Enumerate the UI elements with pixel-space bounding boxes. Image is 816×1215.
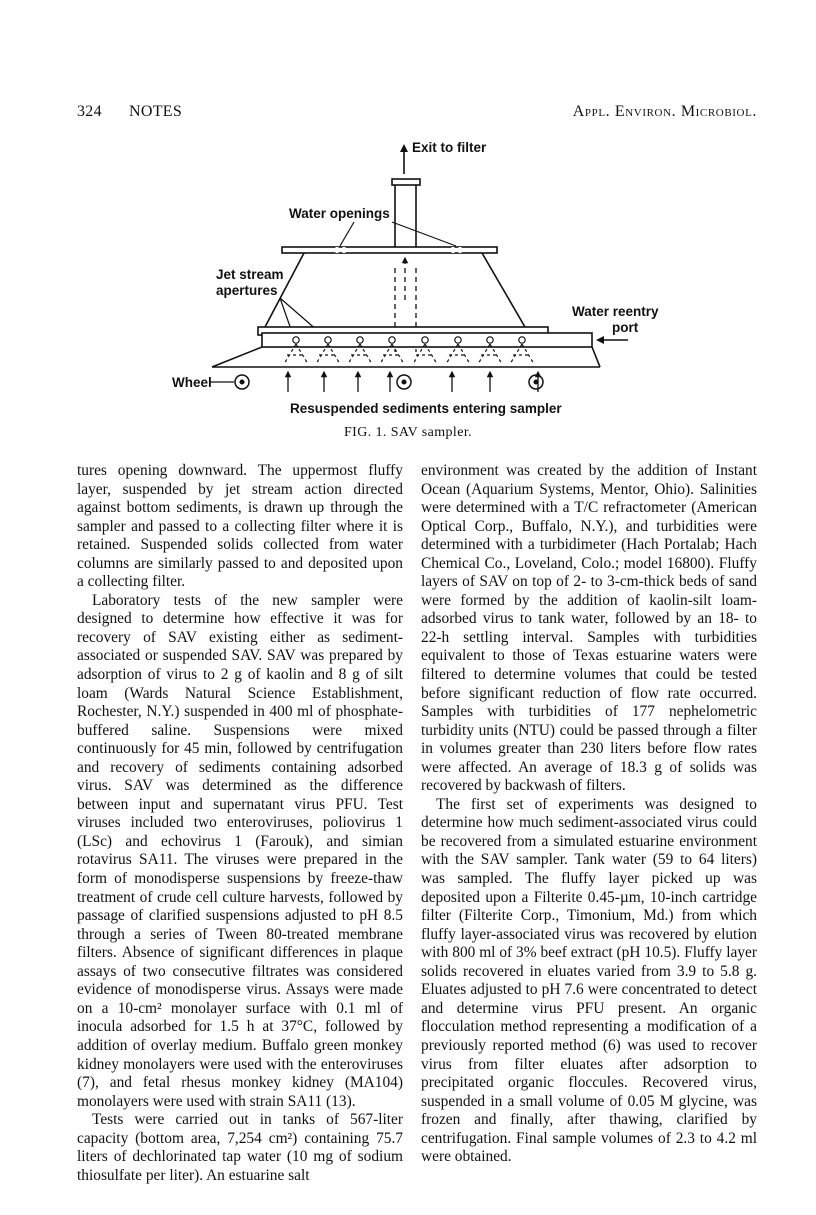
label-reentry-2: port bbox=[612, 320, 639, 335]
paragraph: Tests were carried out in tanks of 567-liter capacity (bottom area, 7,254 cm²) containing 75.7 liters of dechlorinated tap water (10 mg of sodium thiosulfate per liter). An estuarine salt bbox=[77, 1111, 403, 1184]
jet-aperture bbox=[357, 337, 363, 343]
label-wheel: Wheel bbox=[172, 375, 212, 390]
page-number: 324 bbox=[77, 103, 102, 120]
wheel-hub bbox=[240, 380, 244, 384]
label-reentry-1: Water reentry bbox=[572, 304, 659, 319]
jet-aperture bbox=[422, 337, 428, 343]
jet-aperture bbox=[293, 337, 299, 343]
top-plate bbox=[282, 247, 497, 253]
label-jet-stream-2: apertures bbox=[216, 283, 278, 298]
wheel-hub bbox=[534, 380, 538, 384]
journal-name: Appl. Environ. Microbiol. bbox=[572, 103, 757, 120]
left-column bbox=[77, 462, 403, 1185]
right-column bbox=[421, 462, 757, 1167]
label-exit: Exit to filter bbox=[412, 140, 487, 155]
hood-right bbox=[482, 253, 525, 327]
jet-aperture bbox=[519, 337, 525, 343]
paragraph: The first set of experiments was designed to determine how much sediment-associated virus could be recovered from a simulated estuarine environment with the SAV sampler. Tank water (59 to 64 liters) was sampled. The fluffy layer picked up was deposited upon a Filterite 0.45-µm, 10-inch cartridge filter (Filterite Corp., Timonium, Md.) from which fluffy layer-associated virus was recovered by elution with 800 ml of 3% beef extract (pH 10.5). Fluffy layer solids recovered in eluates varied from 3.9 to 5.8 g. Eluates adjusted to pH 7.6 were concentrated to detect and determine virus PFU present. An organic flocculation method representing a modification of a previously reported method (6) was used to recover virus from filter eluates after adsorption to precipitated organic floccules. Recovered virus, suspended in a small volume of 0.05 M glycine, was frozen and finally, after thawing, clarified by centrifugation. Final sample volumes of 2.3 to 4.2 ml were obtained. bbox=[421, 795, 757, 1166]
paragraph: tures opening downward. The uppermost fluffy layer, suspended by jet stream action directed against bottom sediments, is drawn up through the sampler and passed to a collecting filter where it is retained. Suspended solids collected from water columns are similarly passed to and deposited upon a collecting filter. bbox=[77, 462, 403, 591]
jet-aperture bbox=[455, 337, 461, 343]
paragraph: environment was created by the addition of Instant Ocean (Aquarium Systems, Mentor, Ohio). Salinities were determined with a T/C refractometer (American Optical Corp., Buffalo, N.Y.), and turbidities were determined with a turbidimeter (Hach Portalab; Hach Chemical Co., Loveland, Colo.; model 16800). Fluffy layers of SAV on top of 2- to 3-cm-thick beds of sand were formed by the addition of kaolin-silt loam-adsorbed virus to tank water, followed by an 18- to 22-h settling interval. Samples with turbidities equivalent to those of Texas estuarine waters were filtered to determine volumes that could be tested before significant reduction of flow rate occurred. Samples with turbidities of 177 nephelometric turbidity units (NTU) could be passed through a filter in volumes greater than 230 liters before flow rates were affected. An average of 18.3 g of solids was recovered by backwash of filters. bbox=[421, 462, 757, 795]
jet-aperture bbox=[389, 337, 395, 343]
jet-aperture bbox=[487, 337, 493, 343]
label-water-openings: Water openings bbox=[289, 206, 390, 221]
figure-caption: FIG. 1. SAV sampler. bbox=[343, 425, 473, 440]
section-title: NOTES bbox=[129, 103, 183, 120]
running-header bbox=[77, 103, 757, 127]
label-jet-stream-1: Jet stream bbox=[216, 267, 284, 282]
wheel-hub bbox=[402, 380, 406, 384]
exit-pipe-cap bbox=[392, 179, 420, 185]
paragraph: Laboratory tests of the new sampler were designed to determine how effective it was for recovery of SAV existing either as sediment-associated or suspended SAV. SAV was prepared by adsorption of virus to 2 g of kaolin and 8 g of silt loam (Wards Natural Science Establishment, Rochester, N.Y.) suspended in 400 ml of phosphate-buffered saline. Suspensions were mixed continuously for 45 min, followed by centrifugation and recovery of sediments containing adsorbed virus. SAV was determined as the difference between input and supernatant virus PFU. Test viruses included two enteroviruses, poliovirus 1 (LSc) and echovirus 1 (Farouk), and simian rotavirus SA11. The viruses were prepared in the form of monodisperse suspensions by freeze-thaw treatment of crude cell culture harvests, followed by passage of clarified suspensions adjusted to pH 8.5 through a series of Tween 80-treated membrane filters. Absence of significant differences in plaque assays of two consecutive filtrates was considered evidence of monodisperse virus. Assays were made on a 10-cm² monolayer surface with 0.1 ml of inocula adsorbed for 1.5 h at 37°C, followed by addition of overlay medium. Buffalo green monkey kidney monolayers were used with the enteroviruses (7), and fetal rhesus monkey kidney (MA104) monolayers were used with strain SA11 (13). bbox=[77, 591, 403, 1110]
label-resuspended: Resuspended sediments entering sampler bbox=[290, 401, 562, 416]
jet-aperture bbox=[325, 337, 331, 343]
sav-sampler-figure bbox=[140, 130, 700, 420]
